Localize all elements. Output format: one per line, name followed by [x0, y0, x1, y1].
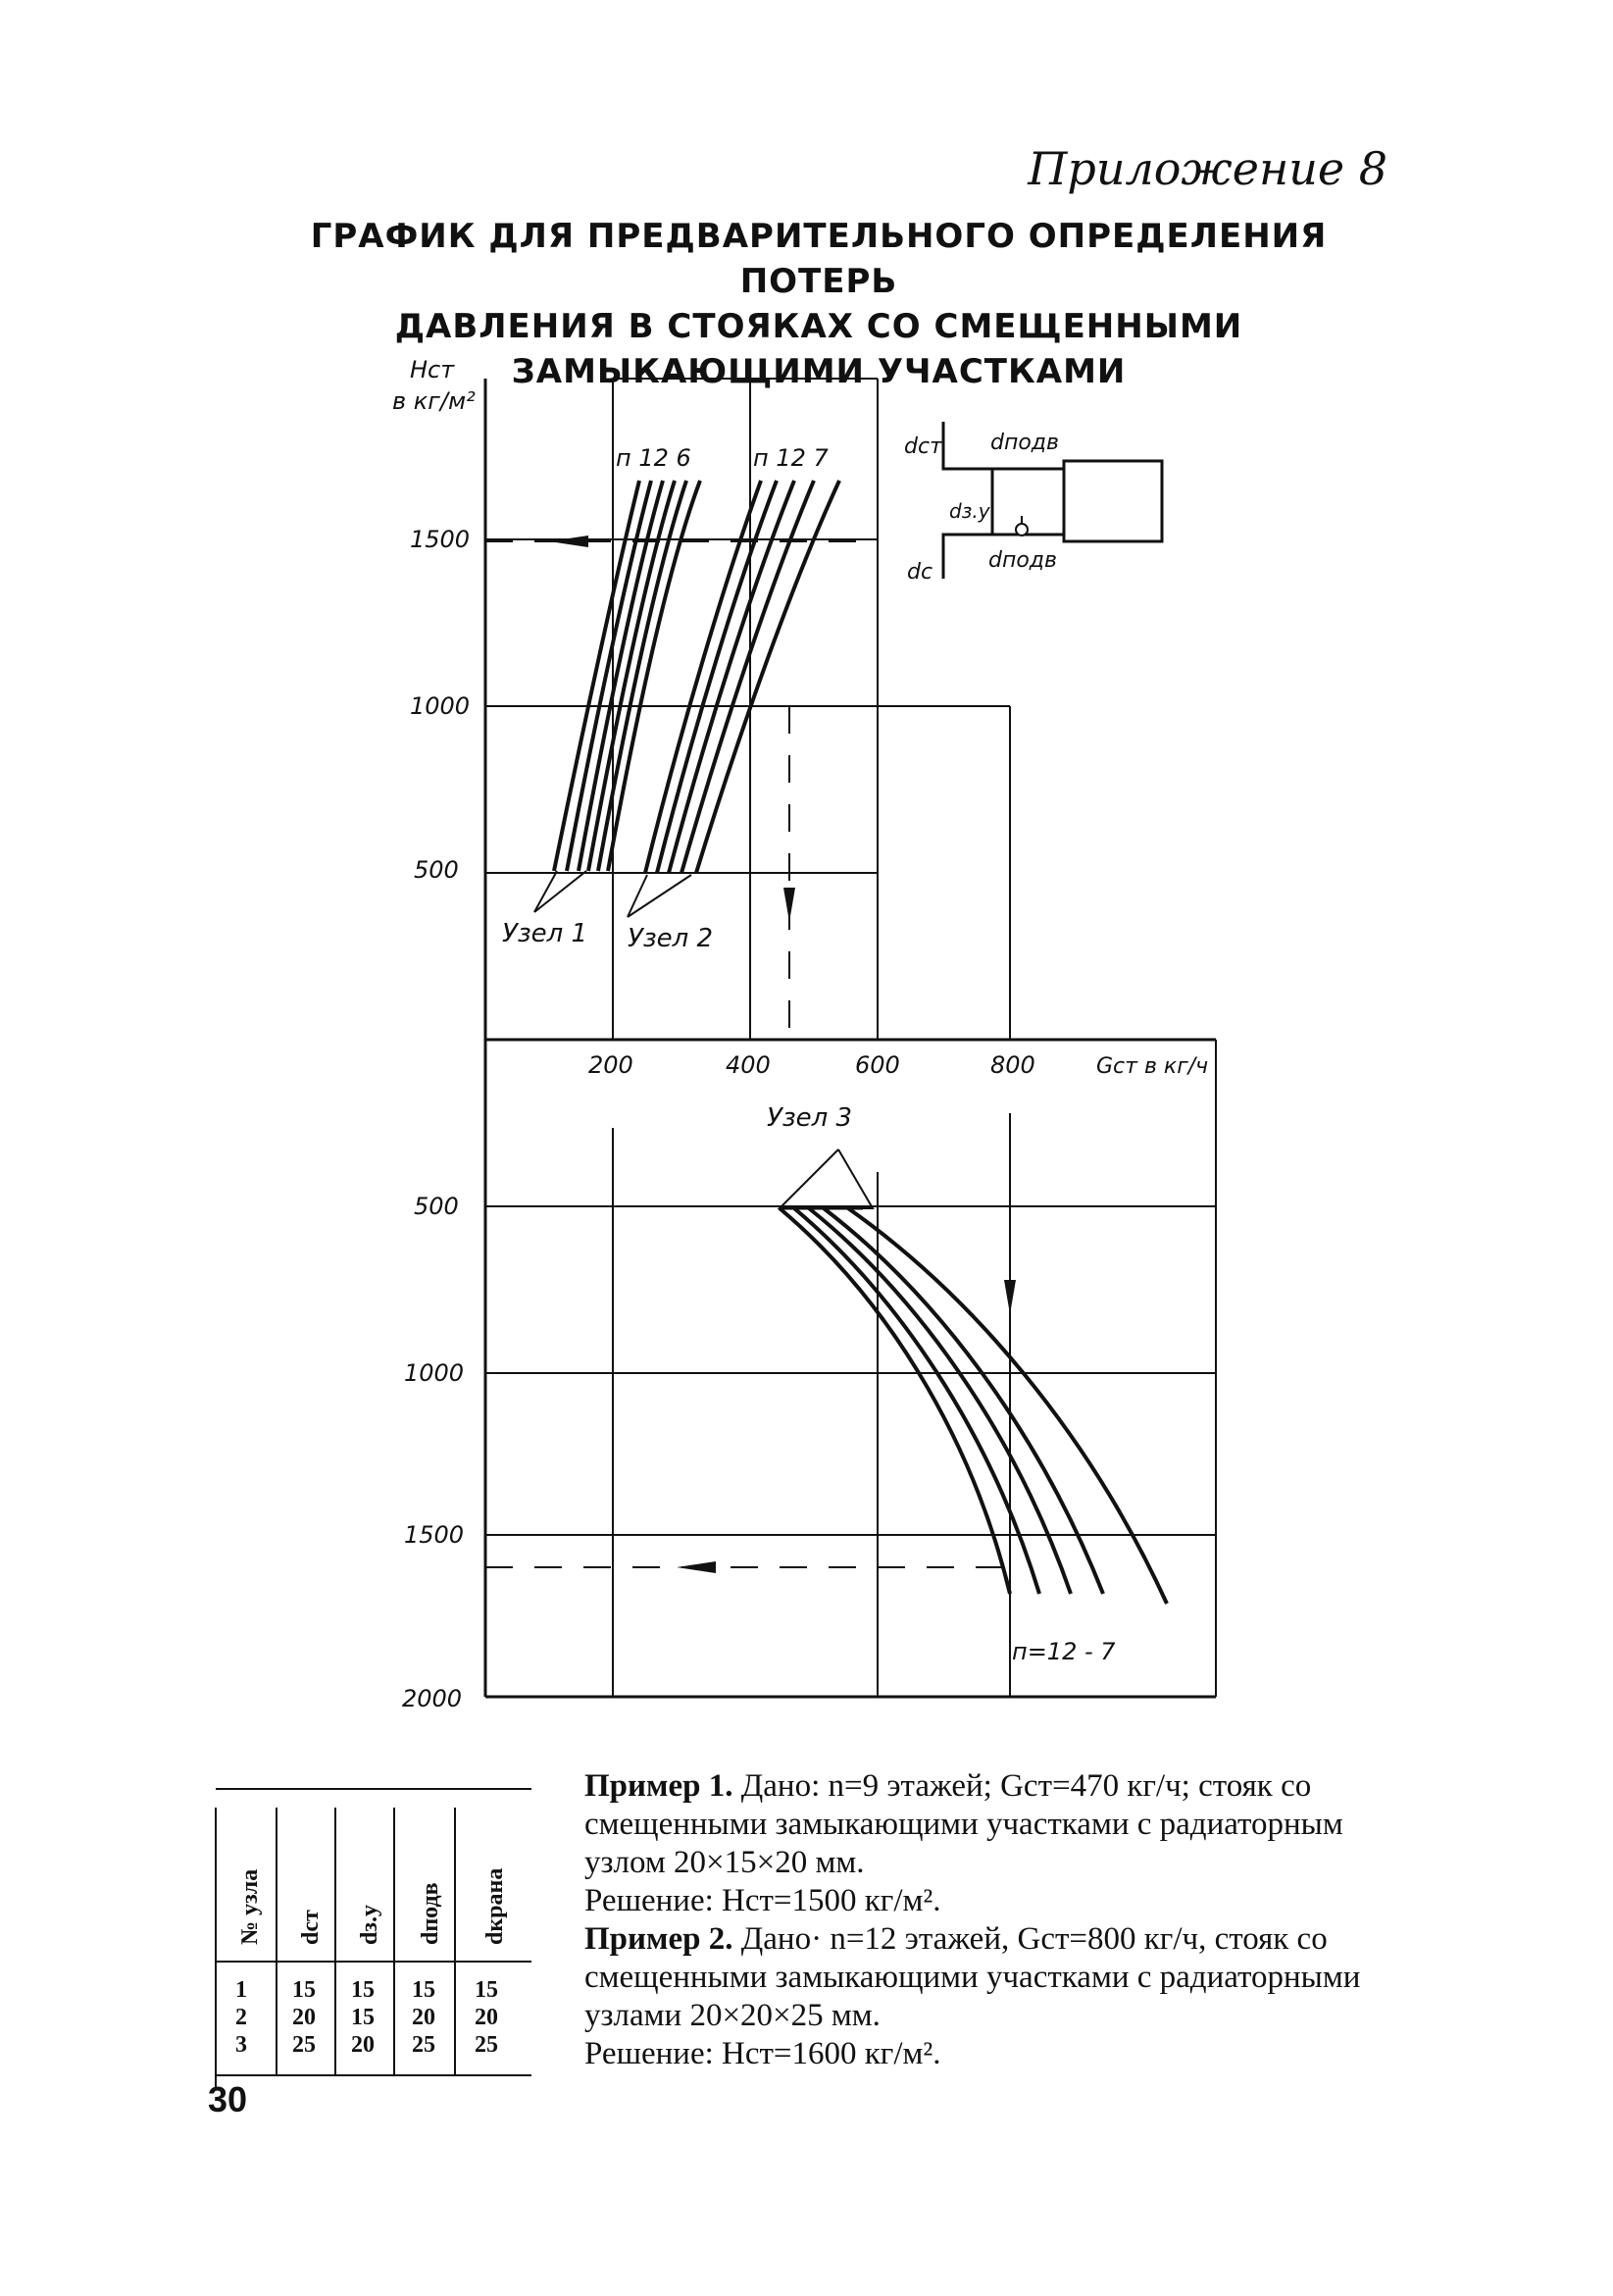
table-cell: 2: [235, 2005, 247, 2030]
table-cell: 15: [351, 2005, 375, 2030]
title-line: ДАВЛЕНИЯ В СТОЯКАХ СО СМЕЩЕННЫМИ: [394, 307, 1243, 346]
table-cell: 1: [235, 1977, 247, 2003]
diameters-table: [208, 1783, 541, 2087]
node-label: Узел 1: [502, 919, 588, 948]
example-2-solution: Решение: Нст=1600 кг/м².: [584, 2036, 941, 2071]
page-number: 30: [208, 2079, 248, 2119]
table-cell: 20: [475, 2005, 498, 2030]
curve-label: п 12 6: [616, 444, 691, 472]
example-2: [584, 1920, 1381, 2035]
x-tick: 800: [990, 1051, 1035, 1079]
table-cell: 20: [292, 2005, 316, 2030]
y-axis-unit: в кг/м²: [392, 387, 476, 415]
title-line: ЗАМЫКАЮЩИМИ УЧАСТКАМИ: [511, 352, 1127, 391]
table-cell: 15: [292, 1977, 316, 2003]
example-1-lead: Пример 1.: [584, 1768, 733, 1804]
curve-label: п 12 7: [753, 444, 829, 472]
x-tick: 400: [726, 1051, 771, 1079]
y-tick-top: 500: [414, 856, 459, 884]
table-cell: 15: [412, 1977, 435, 2003]
table-header: dст: [298, 1910, 324, 1945]
y-tick-top: 1500: [410, 526, 471, 553]
y-tick-bottom: 1000: [404, 1359, 465, 1387]
table-header: № узла: [237, 1868, 263, 1945]
schema-label: dс: [907, 560, 933, 585]
example-1-solution: Решение: Нст=1500 кг/м².: [584, 1883, 941, 1918]
x-axis-label: Gст в кг/ч: [1096, 1054, 1209, 1079]
appendix-label: Приложение 8: [1028, 142, 1387, 195]
table-cell: 15: [475, 1977, 498, 2003]
y-tick-bottom: 500: [414, 1193, 459, 1220]
node-label: Узел 2: [628, 924, 714, 953]
x-tick: 200: [588, 1051, 633, 1079]
example-1-text: Дано: n=9 этажей; Gст=470 кг/ч; стояк со смещенными замыкающими участками с радиаторным узлом 20×15×20 мм.: [584, 1768, 1343, 1880]
title-line: ГРАФИК ДЛЯ ПРЕДВАРИТЕЛЬНОГО ОПРЕДЕЛЕНИЯ ПОТЕРЬ: [310, 217, 1328, 301]
table-cell: 25: [292, 2032, 316, 2058]
table-header: dподв: [418, 1882, 443, 1945]
schema-label: dз.у: [949, 499, 990, 523]
node-label: Узел 3: [767, 1103, 853, 1133]
y-axis-label: Нст: [410, 356, 455, 383]
table-cell: 3: [235, 2032, 247, 2058]
curve-label: п=12 - 7: [1012, 1638, 1116, 1665]
table-cell: 20: [412, 2005, 435, 2030]
table-cell: 15: [351, 1977, 375, 2003]
x-tick: 600: [855, 1051, 900, 1079]
example-2-lead: Пример 2.: [584, 1921, 733, 1957]
example-1: [584, 1767, 1381, 1882]
table-cell: 25: [475, 2032, 498, 2058]
y-tick-bottom: 1500: [404, 1521, 465, 1549]
schema-label: dподв: [990, 431, 1059, 455]
examples-block: [584, 1767, 1381, 2073]
y-tick-top: 1000: [410, 692, 471, 720]
schema-label: dст: [904, 434, 942, 459]
y-tick-bottom: 2000: [402, 1685, 463, 1712]
schema-label: dподв: [988, 548, 1057, 573]
example-2-text: Дано· n=12 этажей, Gст=800 кг/ч, стояк со смещенными замыкающими участками с радиаторными узлами 20×20×25 мм.: [584, 1921, 1361, 2033]
table-cell: 20: [351, 2032, 375, 2058]
table-header: dкрана: [482, 1867, 508, 1945]
table-cell: 25: [412, 2032, 435, 2058]
table-header: dз.у: [357, 1905, 382, 1945]
